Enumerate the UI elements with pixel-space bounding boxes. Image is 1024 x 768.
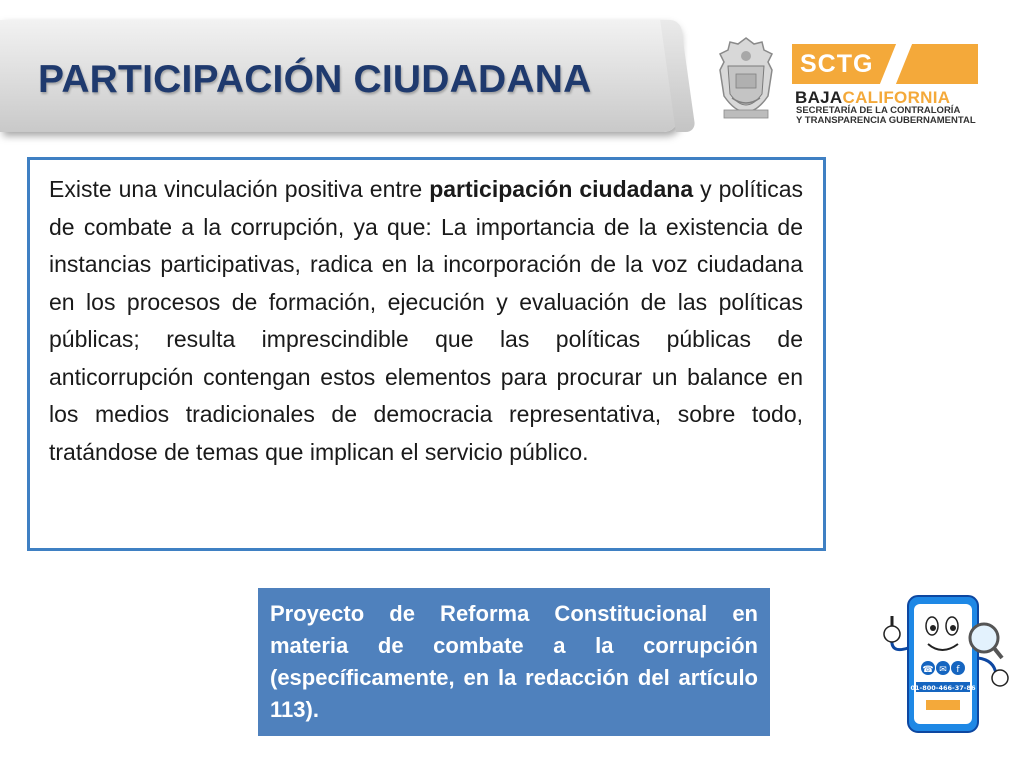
logo-state-part1: BAJA [795,88,843,107]
mascot-phone-number: 01-800-466-37-86 [910,684,976,692]
sctg-logo [792,44,978,84]
logo-subtitle-line2: Y TRANSPARENCIA GUBERNAMENTAL [796,115,976,126]
svg-text:☎: ☎ [922,665,934,675]
reform-callout-text: Proyecto de Reforma Constitucional en materia de combate a la corrupción (específicamente, en la redacción del artículo 113). [270,601,758,722]
logo-slash [880,44,912,84]
phone-mascot-icon [878,588,1018,738]
logo-subtitle [796,106,976,126]
main-intro: Existe una vinculación positiva entre [49,176,430,202]
main-rest: y políticas de combate a la corrupción, ya que: La importancia de la existencia de instancias participativas, radica en la incorporación de la voz ciudadana en los procesos de formación, ejecución y evaluación de las políticas públicas; resulta imprescindible que las políticas públicas de anticorrupción contengan estos elementos para procurar un balance en los medios tradicionales de democracia representativa, sobre todo, tratándose de temas que implican el servicio público. [49,176,804,465]
main-bold-term: participación ciudadana [429,176,694,202]
reform-callout-box [258,588,770,736]
main-paragraph [49,171,803,471]
logo-subtitle-line1: SECRETARÍA DE LA CONTRALORÍA [796,105,961,116]
svg-text:f: f [956,665,960,675]
logo-acronym: SCTG [800,50,874,78]
svg-text:✉: ✉ [939,665,947,675]
logo-state-part2: CALIFORNIA [842,88,951,107]
state-seal-icon [716,36,776,128]
slide-title: PARTICIPACIÓN CIUDADANA [38,58,592,101]
main-text-box [27,157,826,551]
